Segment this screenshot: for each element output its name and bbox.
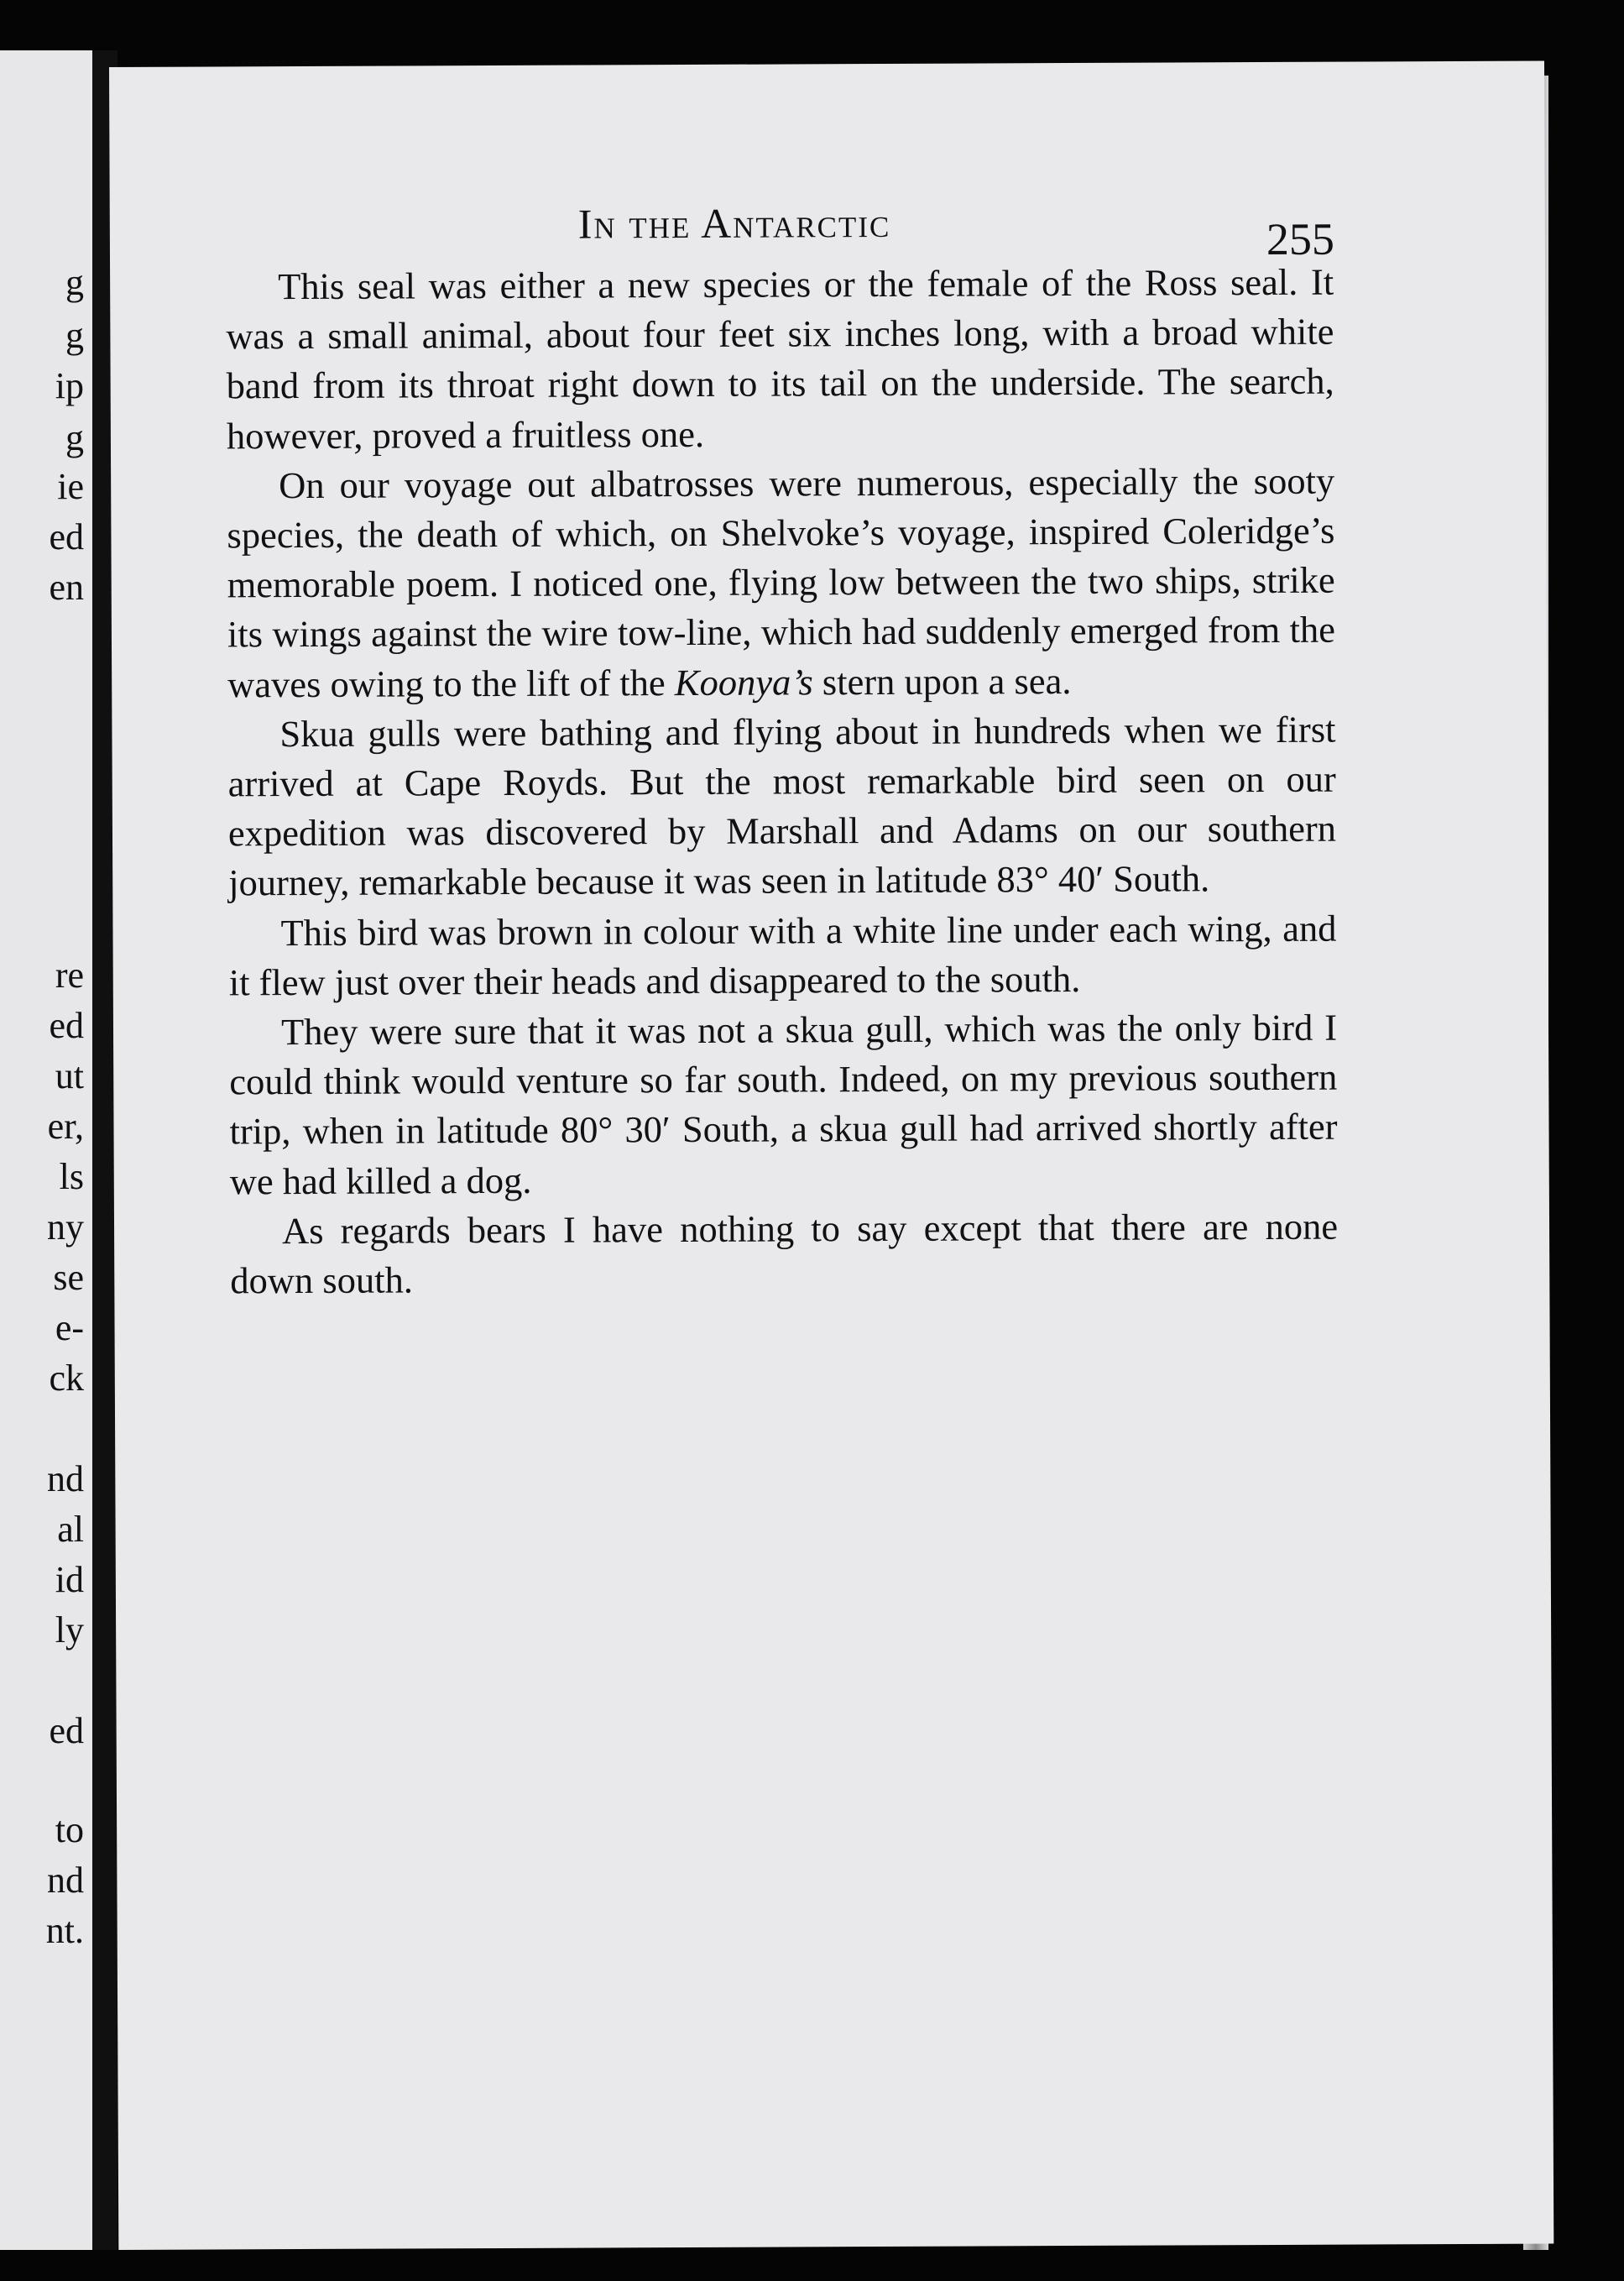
facing-page-text: en — [49, 567, 84, 608]
facing-page-fragment — [0, 50, 92, 2250]
paragraph: As regards bears I have nothing to say except that there are none down south. — [230, 1205, 1339, 1302]
facing-page-text: nd — [47, 1860, 84, 1901]
facing-page-text: g — [65, 315, 84, 356]
facing-page-text: ip — [55, 365, 84, 406]
facing-page-text: ny — [47, 1206, 84, 1248]
facing-page-text: er, — [47, 1106, 84, 1147]
facing-page-text: ck — [49, 1358, 84, 1399]
facing-page-text: ed — [49, 1005, 84, 1046]
facing-page-text: ed — [49, 516, 84, 557]
facing-page-text: re — [55, 955, 84, 996]
paragraph: This seal was either a new species or the female of the Ross seal. It was a small animal, about four feet six inches long, with a broad white band from its throat right down to its tail on the underside. The search, however, proved a fruitless one. — [226, 260, 1334, 458]
facing-page-text: al — [57, 1509, 84, 1550]
paragraph: Skua gulls were bathing and flying about in hundreds when we first arrived at Cape Royds. But the most remarkable bird seen on our expedition was discovered by Marshall and Adams on our southern journey, remarkable because it was seen in latitude 83° 40′ South. — [227, 708, 1337, 904]
body-text — [226, 258, 1338, 1306]
facing-page-text: ed — [49, 1710, 84, 1751]
facing-page-text: ls — [59, 1156, 84, 1197]
paragraph: On our voyage out albatrosses were numerous, especially the sooty species, the death of which, on Shelvoke’s voyage, inspired Coleridge’s memorable poem. I noticed one, flying low between the two ships, strike its wings against the wire tow-line, which had suddenly emerged from the waves owing to the lift of the Koonya’s stern upon a sea. — [227, 459, 1336, 706]
facing-page-text: g — [65, 417, 84, 458]
facing-page-text: nd — [47, 1458, 84, 1499]
facing-page-text: ly — [55, 1609, 84, 1651]
paragraph: They were sure that it was not a skua gull, which was the only bird I could think would venture so far south. Indeed, on my previous southern trip, when in latitude 80° 30′ South, a skua gull had arrived shortly after we had killed a dog. — [229, 1006, 1338, 1203]
facing-page-text: e- — [55, 1307, 84, 1348]
facing-page-text: id — [55, 1559, 84, 1600]
facing-page-text: g — [65, 262, 84, 303]
running-head: In the Antarctic — [577, 198, 891, 248]
facing-page-text: nt. — [45, 1910, 84, 1951]
facing-page-text: ut — [55, 1055, 84, 1096]
paragraph: This bird was brown in colour with a white line under each wing, and it flew just over their heads and disappeared to the south. — [228, 907, 1337, 1004]
facing-page-text: se — [53, 1257, 84, 1298]
page-number: 255 — [1266, 213, 1335, 264]
facing-page-text: ie — [57, 466, 84, 507]
book-page — [109, 61, 1554, 2250]
facing-page-text: to — [55, 1809, 84, 1850]
ship-name: Koonya’s — [674, 660, 813, 704]
